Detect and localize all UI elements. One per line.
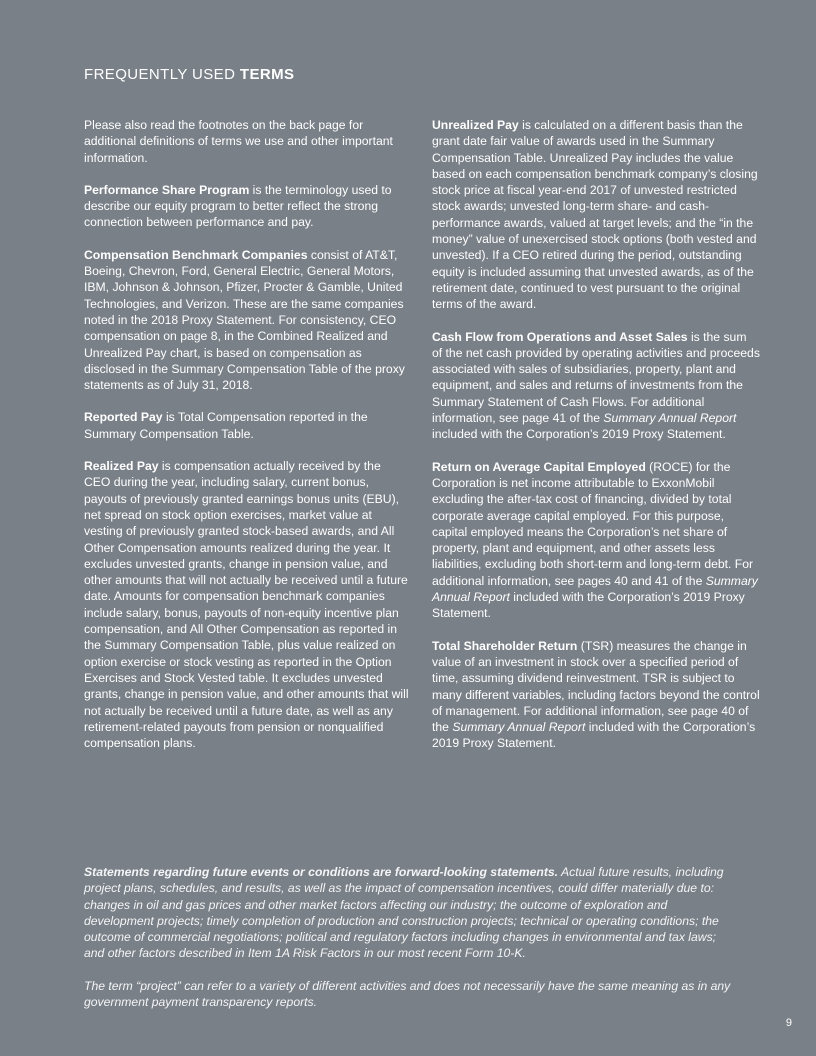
term-performance-share-program (84, 182, 410, 231)
term-roce (432, 459, 760, 622)
term-definition: (TSR) measures the change in value of an investment in stock over a specified period of time, assuming dividend reinvestment. TSR is subject to many different variables, including factors beyond the control of management. For additional information, see page 40 of the (432, 638, 760, 735)
term-definition: consist of AT&T, Boeing, Chevron, Ford, General Electric, General Motors, IBM, Johnson & Johnson, Pfizer, Procter & Gamble, United Technologies, and Verizon. These are the same companies noted in the 2018 Proxy Statement. For consistency, CEO compensation on page 8, in the Combined Realized and Unrealized Pay chart, is based on compensation as disclosed in the Summary Compensation Table of the proxy statements as of July 31, 2018. (84, 247, 405, 393)
disclaimer-body: Actual future results, including project plans, schedules, and results, as well as the impact of compensation incentives, could differ materially due to: changes in oil and gas prices and other market factors affecting our industry; the outcome of exploration and development projects; timely completion of production and construction projects; technical or operating conditions; the outcome of commercial negotiations; political and regulatory factors including changes in environmental and tax laws; and other factors described in Item 1A Risk Factors in our most recent Form 10-K. (84, 865, 724, 961)
disclaimer-paragraph (84, 864, 736, 962)
disclaimer-lead: Statements regarding future events or conditions are forward-looking statements. (84, 865, 559, 879)
term-definition: is calculated on a different basis than the grant date fair value of awards used in the Summary Compensation Table. Unrealized Pay includes the value based on each compensation benchmark company’s closing stock price at fiscal year-end 2017 of unvested restricted stock awards; unvested long-term share- and cash-performance awards, valued at target levels; and the “in the money” value of unexercised stock options (both vested and unvested). If a CEO retired during the period, outstanding equity is included assuming that unvested awards, as of the retirement date, continued to vest pursuant to the original terms of the award. (432, 118, 758, 312)
term-tsr (432, 638, 760, 752)
term-reported-pay (84, 409, 410, 442)
term-definition: is the terminology used to describe our equity program to better reflect the strong connection between performance and pay. (84, 182, 392, 230)
term-label: Cash Flow from Operations and Asset Sales (432, 329, 688, 344)
term-definition-end: included with the Corporation’s 2019 Proxy Statement. (432, 427, 726, 442)
term-unrealized-pay (432, 117, 760, 313)
term-definition-end: included with the Corporation’s 2019 Proxy Statement. (432, 720, 756, 751)
report-title: Summary Annual Report (452, 720, 586, 735)
report-title: Summary Annual Report (603, 411, 737, 426)
term-label: Performance Share Program (84, 182, 250, 197)
term-label: Unrealized Pay (432, 118, 519, 132)
page-title-light: FREQUENTLY USED (84, 66, 240, 83)
term-definition: is the sum of the net cash provided by operating activities and proceeds associated with sales of subsidiaries, property, plant and equipment, and sales and returns of investments from the Summary Statement of Cash Flows. For additional information, see page 41 of the (432, 329, 760, 426)
term-definition-end: included with the Corporation’s 2019 Proxy Statement. (432, 590, 745, 621)
term-label: Total Shareholder Return (432, 638, 578, 653)
term-realized-pay (84, 458, 410, 751)
term-cash-flow (432, 329, 760, 443)
page-title-bold: TERMS (239, 66, 295, 83)
intro-paragraph: Please also read the footnotes on the back page for additional definitions of terms we use and other important information. (84, 118, 393, 165)
term-label: Return on Average Capital Employed (432, 459, 646, 474)
term-definition: is compensation actually received by the CEO during the year, including salary, current bonus, payouts of previously granted earnings bonus units (EBU), net spread on stock option exercises, market value at vesting of previously granted stock-based awards, and All Other Compensation amounts realized during the year. It excludes unvested grants, change in pension value, and other amounts that will not actually be received until a future date. Amounts for compensation benchmark companies include salary, bonus, payouts of non-equity incentive plan compensation, and All Other Compensation as reported in the Summary Compensation Table, plus value realized on option exercise or stock vesting as reported in the Option Exercises and Stock Vested table. It excludes unvested grants, change in pension value, and other amounts that will not actually be received until a future date, as well as any retirement-related payouts from pension or nonqualified compensation plans. (84, 459, 409, 751)
left-column (84, 117, 410, 767)
term-label: Compensation Benchmark Companies (84, 247, 308, 262)
forward-looking-disclaimer (84, 864, 736, 1026)
term-label: Reported Pay (84, 410, 163, 425)
term-compensation-benchmark-companies (84, 247, 410, 394)
page-number: 9 (785, 1017, 792, 1029)
report-title: Summary Annual Report (432, 573, 758, 605)
page-title (84, 66, 294, 83)
term-label: Realized Pay (84, 459, 159, 474)
term-definition: (ROCE) for the Corporation is net income attributable to ExxonMobil excluding the after-tax cost of financing, divided by total corporate average capital employed. For this purpose, capital employed means the Corporation’s net share of property, plant and equipment, and other assets less liabilities, excluding both short-term and long-term debt. For additional information, see pages 40 and 41 of the (432, 459, 754, 588)
right-column (432, 117, 760, 768)
project-note: The term “project” can refer to a variety of different activities and does not necessarily have the same meaning as in any government payment transparency reports. (84, 978, 731, 1010)
term-definition: is Total Compensation reported in the Summary Compensation Table. (84, 410, 368, 441)
